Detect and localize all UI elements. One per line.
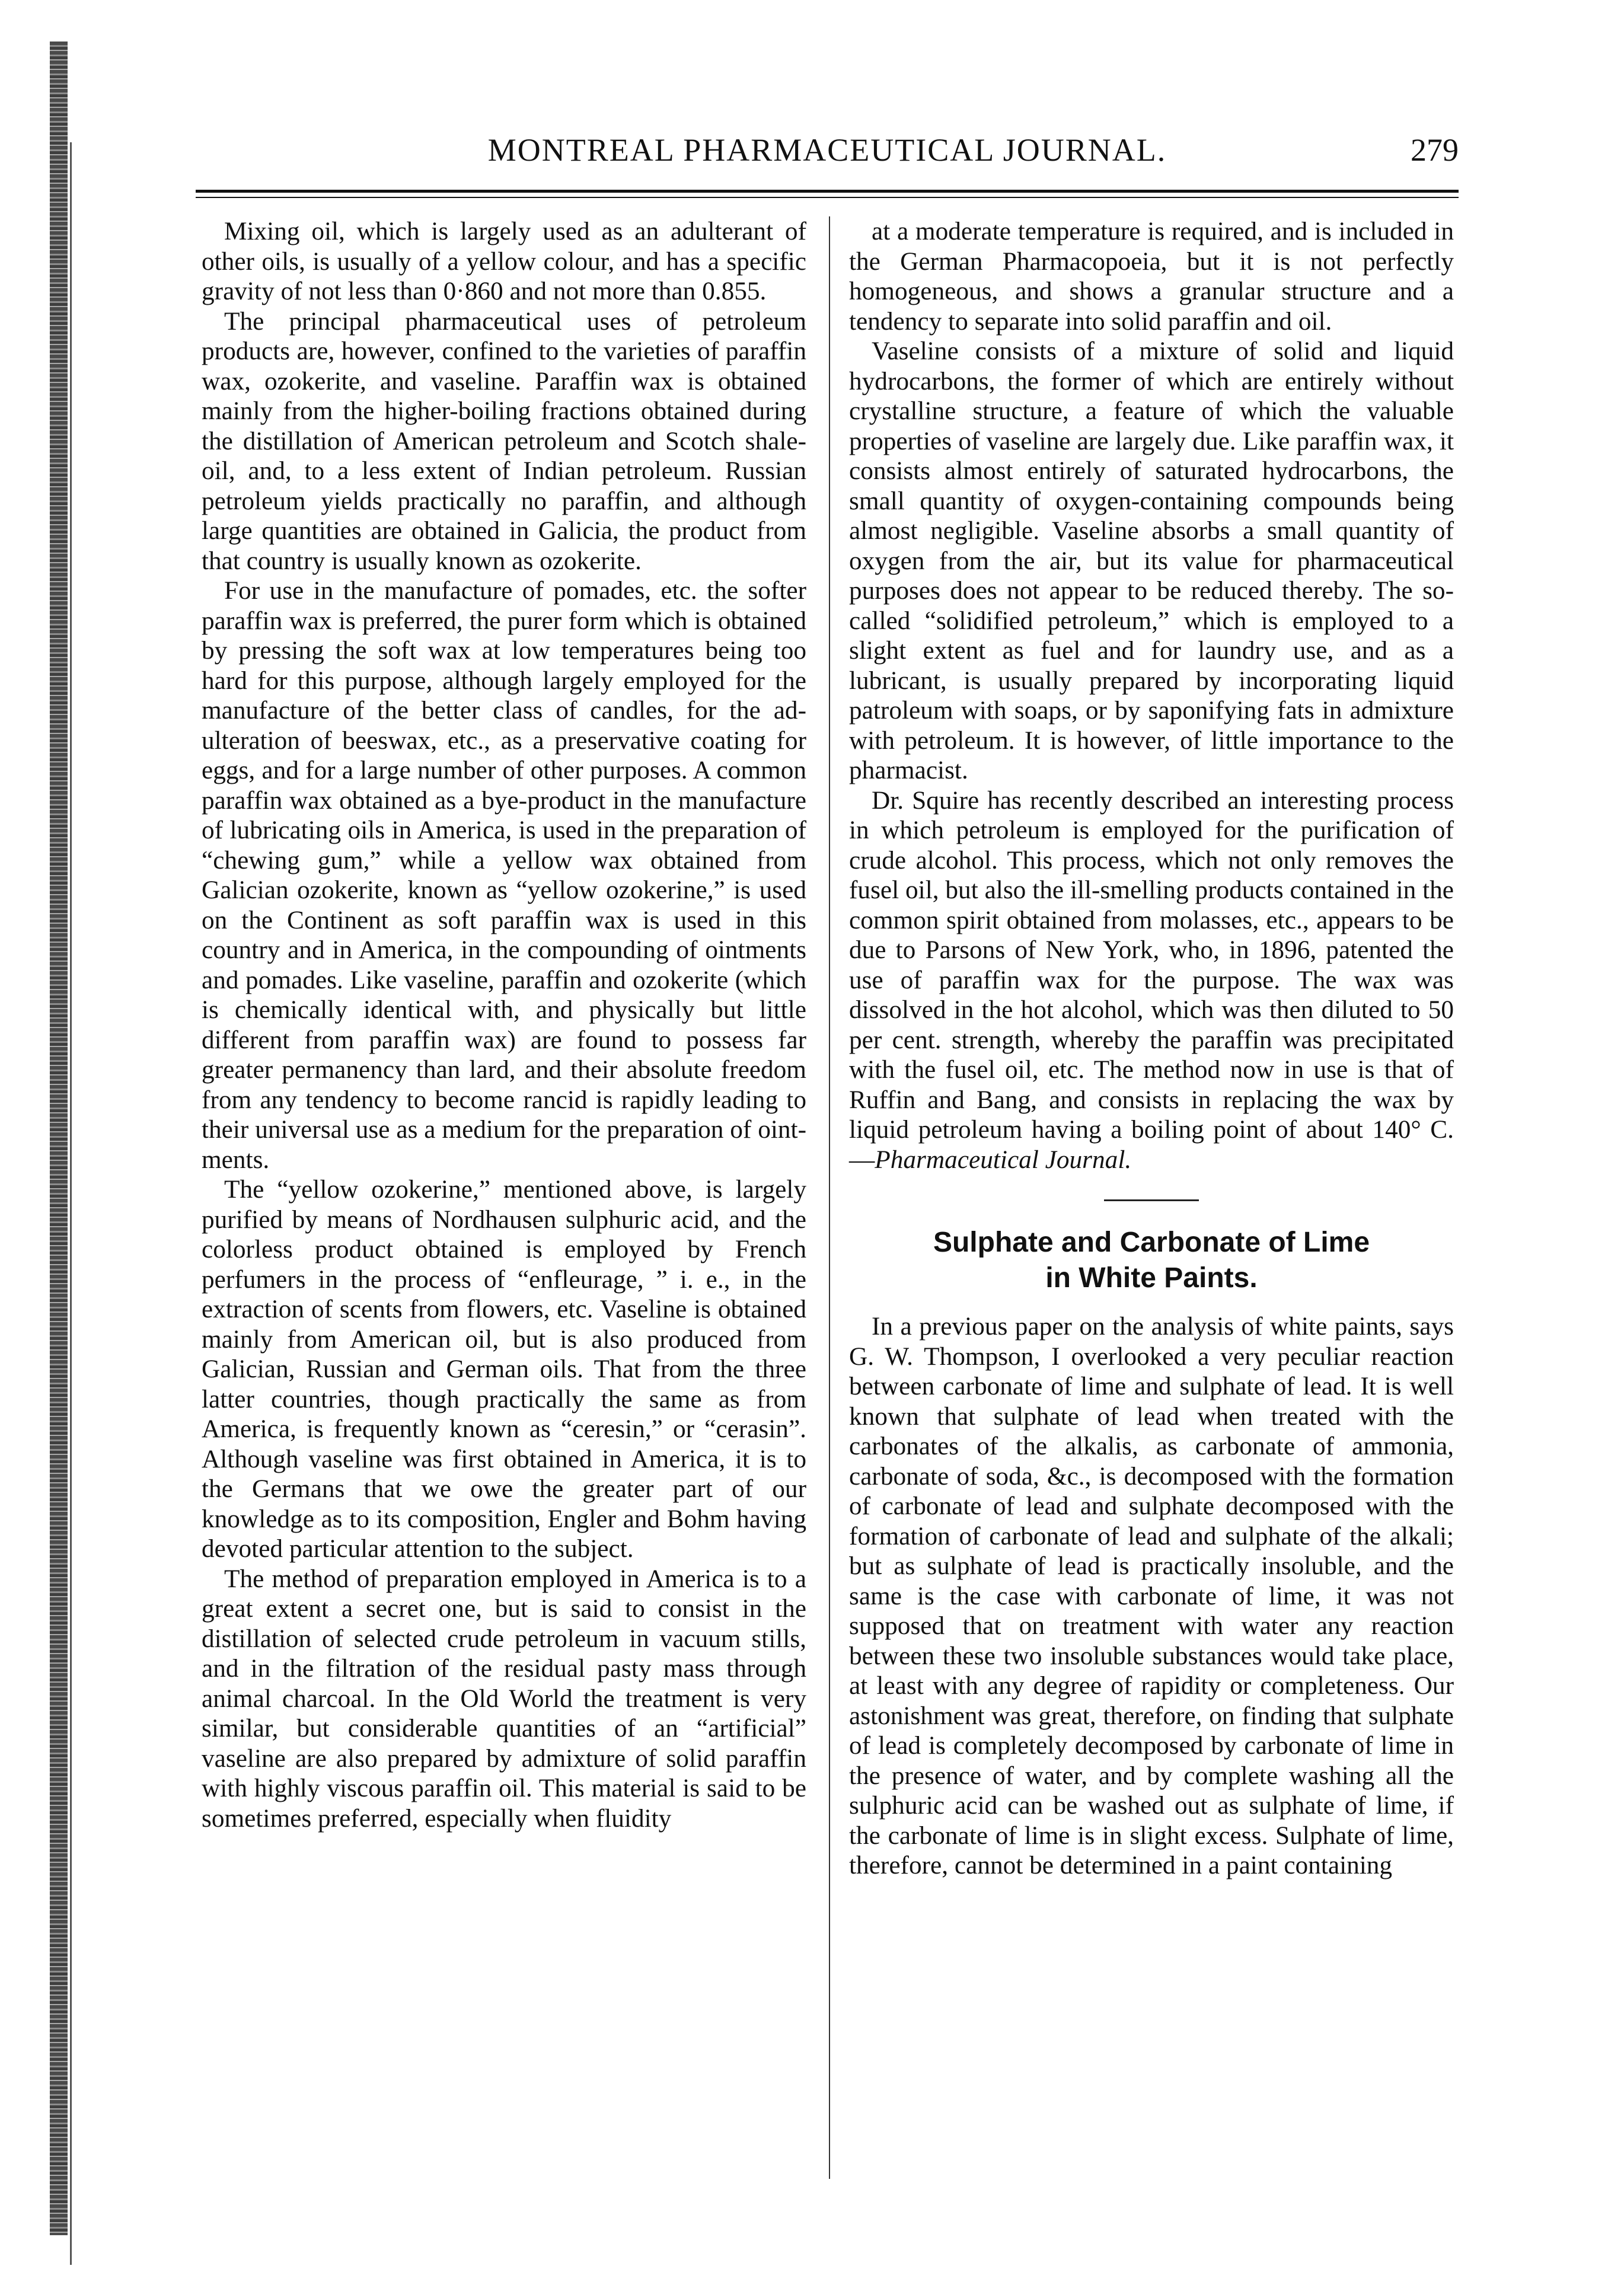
paragraph: For use in the manufacture of pomades, etc. the softer paraffin wax is preferred, the purer form which is obtained by pressing the soft wax at low temperatures being too hard for this purpose, although largely employed for the manufacture of the better class of candles, for the adulteration of beeswax, etc., as a preservative coating for eggs, and for a large number of other purposes. A common paraffin wax obtained as a bye-product in the manufacture of lubricating oils in America, is used in the preparation of “chewing gum,” while a yellow wax obtained from Galician ozokerite, known as “yellow ozokerine,” is used on the Continent as soft paraffin wax is used in this country and in America, in the compounding of ointments and pomades. Like vaseline, paraffin and ozokerite (which is chemically identical with, and physically but little different from paraffin wax) are found to possess far greater permanency than lard, and their absolute freedom from any tendency to become rancid is rapidly leading to their universal use as a medium for the preparation of ointments. bbox=[202, 576, 806, 1174]
header-rule-thin bbox=[196, 197, 1459, 198]
source-attribution: Pharmaceutical Journal. bbox=[875, 1145, 1132, 1174]
paragraph: The principal pharmaceutical uses of petroleum products are, however, confined to the varieties of paraffin wax, ozokerite, and vaseline. Paraffin wax is obtained mainly from the higher-boiling fractions obtained during the distillation of American petroleum and Scotch shale-oil, and, to a less extent of Indian petroleum. Russian petroleum yields practically no paraffin, and although large quantities are obtained in Galicia, the product from that country is usually known as ozokerite. bbox=[202, 307, 806, 575]
paragraph: at a moderate temperature is required, and is included in the German Pharmacopoeia, but it is not perfectly homogeneous, and shows a granular structure and a tendency to separate into solid paraffin and oil. bbox=[849, 217, 1454, 336]
left-column bbox=[202, 216, 806, 1833]
page-number: 279 bbox=[1411, 132, 1459, 168]
binding-line bbox=[70, 142, 72, 2265]
section-divider-rule bbox=[1104, 1199, 1199, 1201]
paragraph-text: Dr. Squire has recently described an interesting process in which petroleum is employed for the purification of crude alcohol. This process, which not only removes the fusel oil, but also the ill-smelling products contained in the common spirit obtained from molasses, etc., appears to be due to Parsons of New York, who, in 1896, patented the use of paraffin wax for the purpose. The wax was dissolved in the hot alcohol, which was then diluted to 50 per cent. strength, whereby the paraffin was precipitated with the fusel oil, etc. The method now in use is that of Ruffin and Bang, and consists in replacing the wax by liquid petroleum having a boiling point of about 140° C. — bbox=[849, 786, 1454, 1174]
paragraph: The method of preparation employed in America is to a great extent a secret one, but is said to consist in the distillation of selected crude petroleum in vacuum stills, and in the filtration of the residual pasty mass through animal charcoal. In the Old World the treatment is very similar, but considerable quantities of an “artificial” vaseline are also prepared by admixture of solid paraffin with highly viscous paraffin oil. This material is said to be sometimes preferred, especially when fluidity bbox=[202, 1564, 806, 1833]
binding-edge bbox=[50, 42, 68, 2235]
right-column bbox=[849, 216, 1454, 1881]
column-divider bbox=[829, 216, 830, 2179]
header-rule-thick bbox=[196, 190, 1459, 193]
running-head bbox=[196, 123, 1459, 183]
section-heading bbox=[849, 1225, 1454, 1296]
section-heading-line: Sulphate and Carbonate of Lime bbox=[933, 1227, 1370, 1258]
paragraph bbox=[849, 786, 1454, 1175]
paragraph: Mixing oil, which is largely used as an adulterant of other oils, is usually of a yellow colour, and has a specific gravity of not less than 0·860 and not more than 0.855. bbox=[202, 217, 806, 305]
paragraph: The “yellow ozokerine,” mentioned above, is largely purified by means of Nordhausen sulphuric acid, and the colorless product obtained is employed by French perfumers in the process of “enfleurage, ” i. e., in the extraction of scents from flowers, etc. Vaseline is obtained mainly from American oil, but is also produced from Galician, Russian and German oils. That from the three latter countries, though practically the same as from America, is frequently known as “ceresin,” or “cerasin”. Although vaseline was first obtained in America, it is to the Germans that we owe the greater part of our knowledge as to its composition, Engler and Bohm having devoted particular attention to the subject. bbox=[202, 1175, 806, 1563]
section-heading-line: in White Paints. bbox=[1045, 1262, 1258, 1294]
paragraph: Vaseline consists of a mixture of solid and liquid hydrocarbons, the former of which are entirely without crystalline structure, a feature of which the valuable properties of vaseline are largely due. Like paraffin wax, it consists almost entirely of saturated hydrocarbons, the small quantity of oxygen-containing compounds being almost negligible. Vaseline absorbs a small quantity of oxygen from the air, but its value for pharmaceutical purposes does not appear to be reduced thereby. The so-called “solidified petroleum,” which is employed to a slight extent as fuel and for laundry use, and as a lubricant, is usually prepared by incorporating liquid patroleum with soaps, or by saponifying fats in admixture with petroleum. It is however, of little importance to the pharmacist. bbox=[849, 337, 1454, 784]
journal-title: MONTREAL PHARMACEUTICAL JOURNAL. bbox=[487, 132, 1167, 168]
paragraph: In a previous paper on the analysis of white paints, says G. W. Thompson, I overlooked a very peculiar reaction between carbonate of lime and sulphate of lead. It is well known that sulphate of lead when treated with the carbonates of the alkalis, as carbonate of ammonia, carbonate of soda, &c., is decomposed with the formation of carbonate of lead and sulphate decomposed with the formation of carbonate of lead and sulphate of the alkali; but as sulphate of lead is practically insoluble, and the same is the case with carbonate of lime, it was not supposed that on treatment with water any reaction between these two insoluble substances would take place, at least with any degree of rapidity or completeness. Our astonishment was great, therefore, on finding that sulphate of lead is completely decomposed by carbonate of lime in the presence of water, and by complete washing all the sulphuric acid can be washed out as sulphate of lime, if the carbonate of lime is in slight excess. Sulphate of lime, therefore, cannot be determined in a paint containing bbox=[849, 1312, 1454, 1879]
